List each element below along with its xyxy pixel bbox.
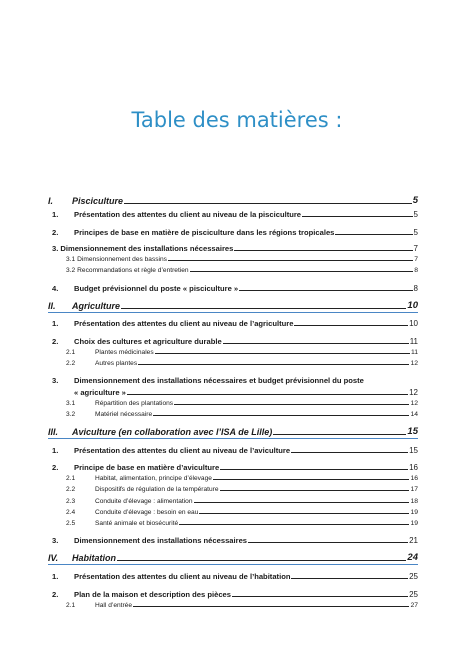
toc-title: Présentation des attentes du client au niveau de la pisciculture [74,210,302,219]
toc-subentry[interactable] [48,411,418,418]
toc-subentry[interactable] [48,602,418,609]
toc-title: Principes de base en matière de pisciculture dans les régions tropicales [74,228,335,237]
toc-page: 14 [410,411,418,418]
toc-title: Dimensionnement des installations nécessaires et budget prévisionnel du poste [74,376,364,385]
toc-title: Choix des cultures et agriculture durable [74,337,222,346]
toc-title: Autres plantes [95,360,138,367]
toc-leader [213,479,410,480]
toc-title: Présentation des attentes du client au niveau de l’aviculture [74,446,291,455]
toc-section-agriculture[interactable] [48,300,418,313]
toc-leader [302,216,413,217]
toc-number: 3.2 [66,411,76,418]
toc-title: Présentation des attentes du client au niveau de l’agriculture [74,319,294,328]
toc-leader [168,260,413,261]
toc-number: 1. [52,446,59,455]
toc-page: 27 [410,602,418,609]
toc-page: 12 [410,400,418,407]
toc-title: Aviculture (en collaboration avec l’ISA de Lille) [72,427,273,437]
toc-entry[interactable] [48,463,418,472]
toc-title: Conduite d’élevage : alimentation [95,498,193,505]
toc-subentry[interactable] [48,360,418,367]
toc-title: Conduite d’élevage : besoin en eau [95,509,199,516]
toc-page: 10 [409,319,418,328]
toc-title: Plantes médicinales [95,349,154,356]
toc-leader [194,502,410,503]
toc-title: Habitat, alimentation, principe d’élevage [95,475,212,482]
toc-leader [121,308,406,309]
toc-page: 18 [410,498,418,505]
toc-title: Pisciculture [72,196,124,206]
toc-number: 2.2 [66,360,76,367]
toc-number: 2. [52,228,59,237]
toc-entry[interactable] [48,536,418,545]
toc-page: 11 [410,349,418,356]
toc-title: Habitation [72,553,116,563]
toc-page: 12 [410,360,418,367]
toc-leader [179,524,409,525]
toc-number: 1. [52,210,59,219]
toc-leader [223,343,409,344]
toc-number: III. [48,427,59,437]
toc-title: Budget prévisionnel du poste « pisciculture » [74,284,239,293]
toc-number: 2.4 [66,509,76,516]
toc-page: 8 [414,267,418,274]
toc-page: 15 [409,446,418,455]
toc-number: 1. [52,319,59,328]
toc-page: 17 [410,486,418,493]
toc-number: II. [48,301,56,311]
toc-leader [124,203,412,204]
toc-number: 2. [52,590,59,599]
toc-number: 2.1 [66,602,76,609]
toc-page: 25 [409,590,418,599]
toc-entry[interactable] [48,284,418,293]
toc-section-habitation[interactable] [48,552,418,565]
toc-leader [294,325,408,326]
toc-section-aviculture[interactable] [48,426,418,439]
toc-number: 3. [52,244,59,253]
toc-title: Dispositifs de régulation de la température [95,486,219,493]
toc-page: 16 [409,463,418,472]
toc-page: 24 [407,552,418,563]
toc-leader [199,513,409,514]
toc-page: 10 [407,300,418,311]
toc-entry[interactable] [48,446,418,455]
toc-number: 2.1 [66,475,76,482]
toc-subentry[interactable] [48,256,418,263]
toc-subentry[interactable] [48,498,418,505]
toc-subentry[interactable] [48,520,418,527]
toc-entry[interactable] [48,244,418,253]
toc-number: 2. [52,463,59,472]
toc-title: Dimensionnement des bassins [77,256,167,263]
toc-leader [248,542,408,543]
toc-page: 7 [414,256,418,263]
toc-title: Dimensionnement des installations nécessaires [74,536,248,545]
toc-leader [220,469,408,470]
toc-leader [174,404,409,405]
toc-number: IV. [48,553,59,563]
toc-subentry[interactable] [48,475,418,482]
toc-subentry[interactable] [48,400,418,407]
toc-subentry[interactable] [48,267,418,274]
toc-number: 3.2 [66,267,76,274]
toc-entry[interactable] [48,337,418,346]
toc-page: 15 [407,426,418,437]
toc-entry-continuation[interactable] [74,388,418,397]
toc-title: Dimensionnement des installations nécessaires [60,244,234,253]
toc-leader [117,560,406,561]
toc-title: Matériel nécessaire [95,411,153,418]
toc-title: Principe de base en matière d’aviculture [74,463,220,472]
toc-entry[interactable] [48,590,418,599]
toc-leader [232,596,408,597]
toc-page: 19 [410,509,418,516]
toc-title: Santé animale et biosécurité [95,520,179,527]
toc-page: 19 [410,520,418,527]
toc-leader [133,606,409,607]
toc-number: I. [48,196,54,206]
toc-page: 5 [412,195,418,206]
toc-number: 2.2 [66,486,76,493]
toc-section-pisciculture[interactable] [48,195,418,206]
toc-page: 16 [410,475,418,482]
toc-leader [220,490,410,491]
toc-number: 4. [52,284,59,293]
toc-number: 3.1 [66,400,76,407]
toc-entry[interactable] [48,319,418,328]
toc-number: 2. [52,337,59,346]
toc-page: 21 [409,536,418,545]
toc-leader [273,434,406,435]
page-title: Table des matières : [131,108,343,132]
toc-leader [155,353,410,354]
toc-page: 5 [413,228,418,237]
toc-leader [335,234,412,235]
toc-page: 8 [413,284,418,293]
toc-leader [138,364,409,365]
toc-subentry[interactable] [48,486,418,493]
toc-leader [153,415,409,416]
toc-leader [291,452,408,453]
toc-title: Répartition des plantations [95,400,174,407]
toc-title: Plan de la maison et description des pièces [74,590,231,599]
toc-title: Agriculture [72,301,121,311]
toc-subentry[interactable] [48,349,418,356]
toc-entry[interactable] [48,210,418,219]
toc-number: 3. [52,376,59,385]
toc-number: 2.5 [66,520,76,527]
toc-page: 25 [409,572,418,581]
toc-title: Recommandations et règle d’entretien [77,267,189,274]
toc-entry[interactable] [48,228,418,237]
toc-page: 11 [409,337,418,346]
toc-leader [291,578,408,579]
toc-title-continuation: « agriculture » [74,388,126,397]
toc-page: 7 [413,244,418,253]
toc-leader [234,250,412,251]
toc-title: Présentation des attentes du client au niveau de l’habitation [74,572,291,581]
toc-number: 3.1 [66,256,76,263]
toc-page: 12 [409,388,418,397]
toc-number: 1. [52,572,59,581]
toc-leader [239,290,412,291]
toc-entry[interactable] [48,572,418,581]
toc-number: 3. [52,536,59,545]
toc-entry[interactable] [48,376,418,385]
toc-subentry[interactable] [48,509,418,516]
toc-number: 2.1 [66,349,76,356]
toc-number: 2.3 [66,498,76,505]
toc-leader [190,271,414,272]
toc-page: 5 [413,210,418,219]
toc-title: Hall d’entrée [95,602,133,609]
toc-leader [127,394,408,395]
